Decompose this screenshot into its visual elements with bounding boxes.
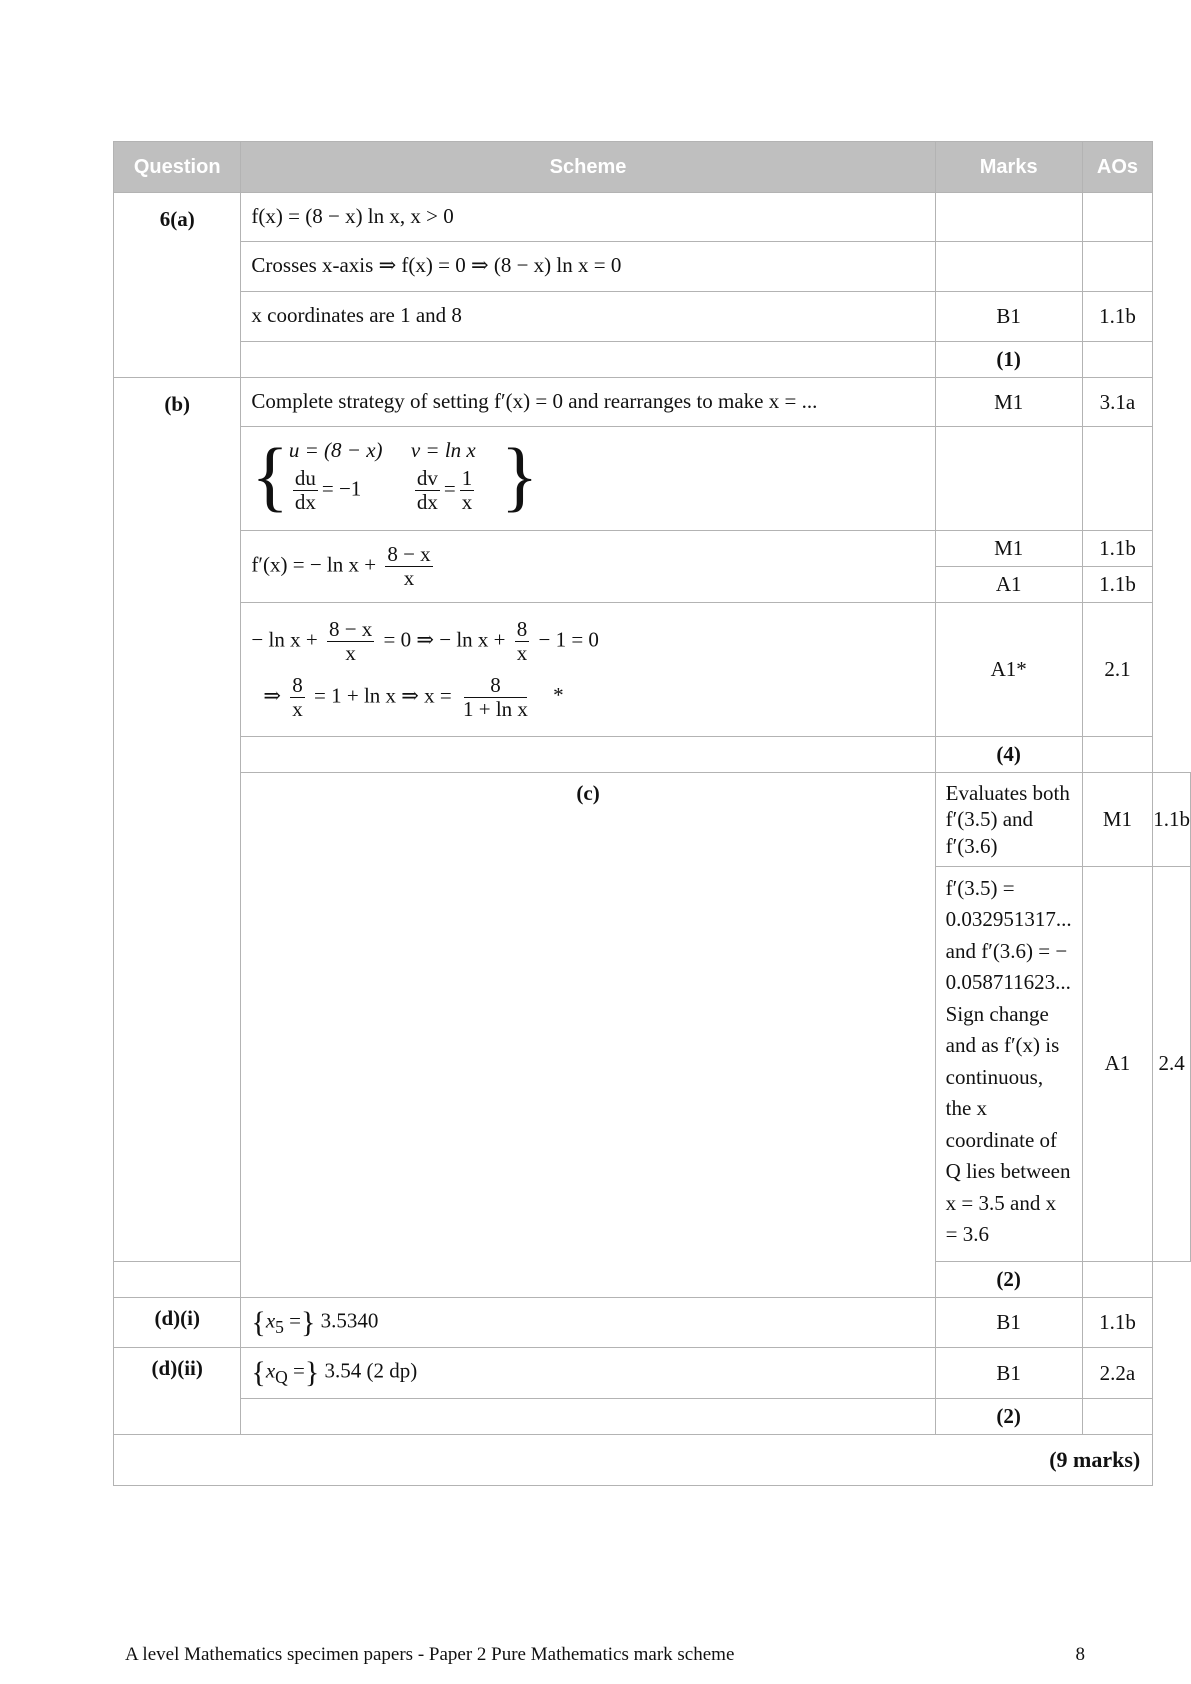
- right-brace-icon: }: [500, 431, 539, 519]
- footer-title: A level Mathematics specimen papers - Paper 2 Pure Mathematics mark scheme: [125, 1644, 735, 1665]
- scheme-text: x coordinates are 1 and 8: [251, 303, 462, 327]
- ao-cell: 1.1b: [1082, 1297, 1153, 1348]
- table-row: [114, 737, 1191, 773]
- part-total: (4): [935, 737, 1082, 773]
- mark-cell: B1: [935, 1297, 1082, 1348]
- scheme-line: [241, 378, 935, 427]
- header-scheme: Scheme: [241, 142, 935, 193]
- question-label: (d)(i): [114, 1297, 241, 1348]
- u-def: u = (8 − x): [288, 438, 383, 462]
- header-row: [114, 142, 1191, 193]
- table-row: [114, 1348, 1191, 1399]
- scheme-line: {$x_5$ =} 3.5340: [241, 1297, 935, 1348]
- ao-cell: 3.1a: [1082, 378, 1153, 427]
- dv-dx: $\frac{dv}{dx}$ = $\frac{1}{x}$: [416, 466, 473, 515]
- part-total: (2): [935, 1398, 1082, 1434]
- table-row: [114, 1297, 1191, 1348]
- table-row: [114, 531, 1191, 567]
- total-row: [114, 1434, 1191, 1485]
- question-label: (c): [241, 773, 935, 1298]
- ao-cell: 1.1b: [1153, 773, 1191, 867]
- table-row: [114, 292, 1191, 342]
- du-dx: $\frac{du}{dx}$ = −1: [294, 466, 362, 515]
- header-question: Question: [114, 142, 241, 193]
- fraction: $\frac{8 - x}{x}$: [387, 541, 431, 590]
- v-def: v = ln x: [410, 438, 476, 462]
- ao-cell: 1.1b: [1082, 531, 1153, 567]
- part-total: (1): [935, 342, 1082, 378]
- scheme-line: [241, 193, 935, 242]
- page-footer: [125, 1644, 1085, 1666]
- table-row: [114, 1398, 1191, 1434]
- mark-cell: A1*: [935, 603, 1082, 737]
- scheme-text: f(x) = (8 − x) ln x, x > 0: [251, 204, 454, 228]
- mark-scheme-table: [113, 141, 1191, 1486]
- scheme-line: [241, 292, 935, 342]
- mark-cell: B1: [935, 1348, 1082, 1399]
- table-row: [114, 603, 1191, 737]
- ao-cell: 2.2a: [1082, 1348, 1153, 1399]
- ao-cell: 2.1: [1082, 603, 1153, 737]
- table-row: [114, 242, 1191, 292]
- table-row: [114, 427, 1191, 531]
- part-total: (2): [935, 1261, 1082, 1297]
- table-row: [114, 378, 1191, 427]
- ao-cell: 2.4: [1153, 866, 1191, 1261]
- rearrange-line-1: − ln x + $\frac{8 - x}{x}$ = 0 ⇒ − ln x + $\frac{8}{x}$ − 1 = 0: [251, 617, 599, 666]
- scheme-line: Evaluates both f′(3.5) and f′(3.6): [935, 773, 1082, 867]
- scheme-text: Crosses x-axis ⇒ f(x) = 0 ⇒ (8 − x) ln x = 0: [251, 253, 622, 277]
- left-brace-icon: {: [251, 431, 289, 519]
- mark-cell: A1: [935, 567, 1082, 603]
- question-label: (d)(ii): [114, 1348, 241, 1435]
- derivative-line: f′(x) = − ln x + $\frac{8 - x}{x}$: [241, 531, 935, 603]
- mark-cell: M1: [935, 378, 1082, 427]
- mark-cell: M1: [935, 531, 1082, 567]
- scheme-text: Complete strategy of setting f′(x) = 0 and rearranges to make x = ...: [251, 389, 818, 413]
- page-number: 8: [1075, 1644, 1085, 1665]
- evaluation-block: f′(3.5) = 0.032951317... and f′(3.6) = − 0.058711623... Sign change and as f′(x) is continuous, the x coordinate of Q lies between x = 3.5 and x = 3.6: [935, 866, 1082, 1261]
- scheme-line: {$x_Q$ =} 3.54 (2 dp): [241, 1348, 935, 1399]
- mark-cell: A1: [1082, 866, 1153, 1261]
- header-aos: AOs: [1082, 142, 1153, 193]
- mark-cell: B1: [935, 292, 1082, 342]
- substitution-block: [241, 427, 935, 531]
- question-label: (b): [114, 378, 241, 1262]
- ao-cell: 1.1b: [1082, 292, 1153, 342]
- table-row: [114, 193, 1191, 242]
- question-label: 6(a): [114, 193, 241, 378]
- header-marks: Marks: [935, 142, 1082, 193]
- total-marks: (9 marks): [114, 1434, 1153, 1485]
- rearrange-line-2: ⇒ $\frac{8}{x}$ = 1 + ln x ⇒ x = $\frac{8}{\text{1 + ln x}}$ *: [263, 672, 564, 721]
- rearrangement-block: [241, 603, 935, 737]
- table-row: [114, 773, 1191, 867]
- ao-cell: 1.1b: [1082, 567, 1153, 603]
- table-row: [114, 342, 1191, 378]
- scheme-line: [241, 242, 935, 292]
- mark-cell: M1: [1082, 773, 1153, 867]
